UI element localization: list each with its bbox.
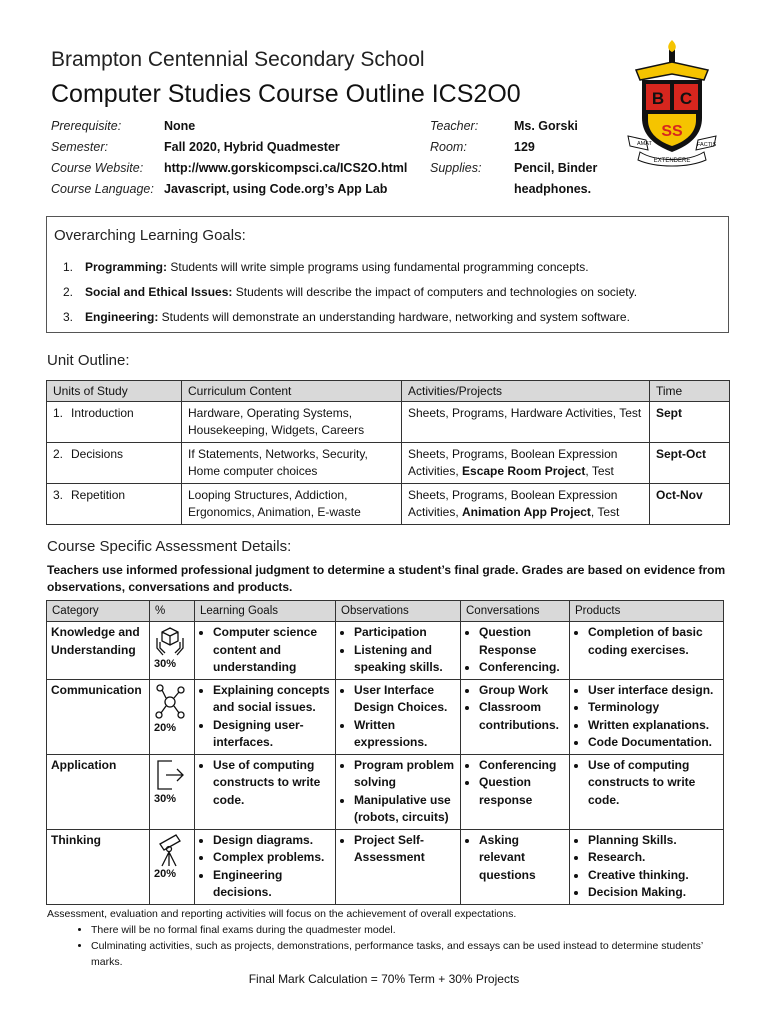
final-mark-calculation: Final Mark Calculation = 70% Term + 30% Projects: [248, 972, 520, 986]
room-label: Room:: [430, 140, 467, 154]
crest-motto-left: AMAT: [637, 141, 652, 147]
unit-time: Sept-Oct: [650, 443, 730, 484]
crest-motto-bottom: EXTENDERE: [653, 158, 691, 164]
unit-activities: Sheets, Programs, Boolean Expression Activities, Animation App Project, Test: [402, 484, 650, 525]
goals-cell: • Use of computing constructs to write code.: [195, 754, 336, 829]
observations-cell: • Program problem solving • Manipulative use (robots, circuits): [336, 754, 461, 829]
goals-cell: • Computer science content and understanding: [195, 622, 336, 680]
course-title: Computer Studies Course Outline ICS2O0: [51, 80, 521, 108]
meta-values-right: [514, 116, 624, 200]
unit-content: If Statements, Networks, Security, Home computer choices: [182, 443, 402, 484]
percent-cell: [150, 829, 195, 904]
assessment-intro: Teachers use informed professional judgment to determine a student’s final grade. Grades are based on evidence from observations, conversations and products.: [47, 563, 726, 594]
course-language-label: Course Language:: [51, 182, 154, 196]
prerequisite-value: None: [164, 119, 196, 133]
footer-bullet: • Culminating activities, such as projects, demonstrations, performance tasks, and essays can be used instead to determine students’ marks.: [91, 938, 727, 970]
unit-content: Hardware, Operating Systems, Housekeeping, Widgets, Careers: [182, 402, 402, 443]
crest-motto-right: FACTIS: [697, 142, 717, 148]
goal-item: 2. Social and Ethical Issues: Students will describe the impact of computers and technologies on society.: [63, 285, 638, 299]
table-row: [47, 679, 724, 754]
school-name: Brampton Centennial Secondary School: [51, 48, 425, 71]
table-row: [47, 484, 730, 525]
supplies-label: Supplies:: [430, 161, 482, 175]
percent-value: 30%: [154, 658, 177, 670]
prerequisite-label: Prerequisite:: [51, 119, 122, 133]
products-cell: • User interface design. • Terminology • Written explanations. • Code Documentation.: [570, 679, 724, 754]
learning-goals-list: [63, 255, 723, 330]
teacher-value: Ms. Gorski: [514, 119, 578, 133]
percent-value: 30%: [154, 792, 177, 805]
crest-letters-ss: SS: [661, 123, 683, 140]
col-learning-goals: Learning Goals: [195, 601, 336, 622]
goals-cell: • Explaining concepts and social issues. • Designing user-interfaces.: [195, 679, 336, 754]
observations-cell: • Participation • Listening and speaking skills.: [336, 622, 461, 680]
network-nodes-icon: [154, 682, 186, 722]
conversations-cell: • Question Response • Conferencing.: [461, 622, 570, 680]
col-activities: Activities/Projects: [402, 381, 650, 402]
col-conversations: Conversations: [461, 601, 570, 622]
course-website-link[interactable]: http://www.gorskicompsci.ca/ICS2O.html: [164, 161, 408, 175]
category-cell: Communication: [47, 679, 150, 754]
crest-letter-b: B: [651, 89, 665, 108]
footer-bullets: [47, 922, 727, 970]
unit-content: Looping Structures, Addiction, Ergonomics, Animation, E-waste: [182, 484, 402, 525]
footer-line: Assessment, evaluation and reporting activities will focus on the achievement of overall expectations.: [47, 908, 517, 920]
products-cell: • Planning Skills. • Research. • Creative thinking. • Decision Making.: [570, 829, 724, 904]
col-percent: %: [150, 601, 195, 622]
unit-outline-table: [46, 380, 730, 525]
supplies-value-cont: headphones.: [514, 182, 592, 196]
percent-cell: [150, 679, 195, 754]
table-header-row: [47, 381, 730, 402]
semester-label: Semester:: [51, 140, 108, 154]
telescope-icon: [154, 832, 186, 868]
course-language-value: Javascript, using Code.org’s App Lab: [164, 182, 388, 196]
category-cell: Application: [47, 754, 150, 829]
unit-name: 3. Repetition: [47, 484, 182, 525]
hands-cube-icon: [154, 624, 186, 658]
goal-item: 1. Programming: Students will write simple programs using fundamental programming concepts.: [63, 260, 589, 274]
table-header-row: [47, 601, 724, 622]
teacher-label: Teacher:: [430, 119, 479, 133]
table-row: [47, 622, 724, 680]
learning-goals-box: [46, 216, 729, 333]
col-category: Category: [47, 601, 150, 622]
percent-value: 20%: [154, 721, 177, 734]
col-units: Units of Study: [47, 381, 182, 402]
assessment-table: [46, 600, 724, 905]
assessment-footer: [47, 906, 727, 970]
unit-name: 1. Introduction: [47, 402, 182, 443]
unit-time: Oct-Nov: [650, 484, 730, 525]
meta-values-left: [164, 116, 424, 200]
observations-cell: • User Interface Design Choices. • Written expressions.: [336, 679, 461, 754]
category-cell: Thinking: [47, 829, 150, 904]
percent-cell: [150, 754, 195, 829]
conversations-cell: • Asking relevant questions: [461, 829, 570, 904]
assessment-heading: Course Specific Assessment Details:: [47, 538, 292, 555]
table-row: [47, 443, 730, 484]
course-website-label: Course Website:: [51, 161, 144, 175]
table-row: [47, 829, 724, 904]
unit-time: Sept: [650, 402, 730, 443]
col-products: Products: [570, 601, 724, 622]
school-crest-logo: [626, 40, 718, 168]
meta-labels-right: [430, 116, 510, 179]
exit-arrow-icon: [154, 757, 186, 793]
observations-cell: • Project Self-Assessment: [336, 829, 461, 904]
percent-cell: [150, 622, 195, 680]
unit-activities: Sheets, Programs, Hardware Activities, Test: [402, 402, 650, 443]
unit-activities: Sheets, Programs, Boolean Expression Activities, Escape Room Project, Test: [402, 443, 650, 484]
room-value: 129: [514, 140, 535, 154]
unit-name: 2. Decisions: [47, 443, 182, 484]
category-cell: Knowledge and Understanding: [47, 622, 150, 680]
meta-labels-left: [51, 116, 171, 200]
products-cell: • Use of computing constructs to write code.: [570, 754, 724, 829]
learning-goals-heading: Overarching Learning Goals:: [54, 227, 246, 244]
conversations-cell: • Conferencing • Question response: [461, 754, 570, 829]
col-observations: Observations: [336, 601, 461, 622]
semester-value: Fall 2020, Hybrid Quadmester: [164, 140, 340, 154]
conversations-cell: • Group Work • Classroom contributions.: [461, 679, 570, 754]
footer-bullet: • There will be no formal final exams during the quadmester model.: [91, 922, 727, 938]
col-time: Time: [650, 381, 730, 402]
products-cell: • Completion of basic coding exercises.: [570, 622, 724, 680]
crest-letter-c: C: [679, 89, 693, 108]
goal-item: 3. Engineering: Students will demonstrate an understanding hardware, networking and system software.: [63, 310, 630, 324]
goals-cell: • Design diagrams. • Complex problems. • Engineering decisions.: [195, 829, 336, 904]
supplies-value: Pencil, Binder: [514, 161, 598, 175]
percent-value: 20%: [154, 867, 177, 880]
table-row: [47, 402, 730, 443]
col-content: Curriculum Content: [182, 381, 402, 402]
unit-outline-heading: Unit Outline:: [47, 352, 130, 369]
table-row: [47, 754, 724, 829]
